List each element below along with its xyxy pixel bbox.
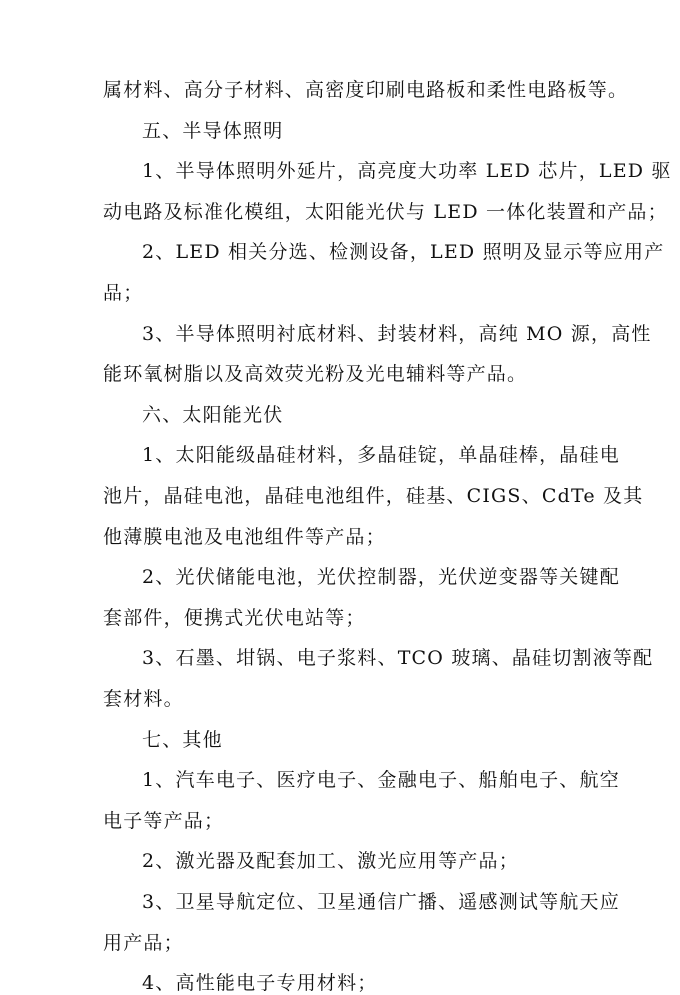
paragraph-line: 池片，晶硅电池，晶硅电池组件，硅基、CIGS、CdTe 及其 [103, 485, 644, 507]
paragraph-line: 套材料。 [103, 688, 184, 710]
paragraph-line-indented: 2、光伏储能电池，光伏控制器，光伏逆变器等关键配 [142, 566, 620, 589]
paragraph-line-indented: 1、汽车电子、医疗电子、金融电子、船舶电子、航空 [142, 769, 620, 792]
paragraph-line: 用产品； [103, 931, 184, 954]
paragraph-line: 套部件，便携式光伏电站等； [103, 606, 366, 629]
paragraph-line-indented: 2、激光器及配套加工、激光应用等产品； [142, 850, 519, 873]
paragraph-line-indented: 3、石墨、坩锅、电子浆料、TCO 玻璃、晶硅切割液等配 [142, 647, 654, 670]
paragraph-line: 能环氧树脂以及高效荧光粉及光电辅料等产品。 [103, 363, 528, 386]
paragraph-line-indented: 2、LED 相关分选、检测设备，LED 照明及显示等应用产 [142, 241, 665, 264]
paragraph-line-indented: 3、半导体照明衬底材料、封装材料，高纯 MO 源，高性 [142, 322, 652, 345]
paragraph-line-indented: 1、太阳能级晶硅材料，多晶硅锭，单晶硅棒，晶硅电 [142, 444, 620, 467]
paragraph-line-indented: 1、半导体照明外延片，高亮度大功率 LED 芯片，LED 驱 [142, 160, 672, 183]
paragraph-line: 属材料、高分子材料、高密度印刷电路板和柔性电路板等。 [103, 79, 629, 101]
paragraph-line: 动电路及标准化模组，太阳能光伏与 LED 一体化装置和产品； [103, 200, 668, 223]
paragraph-line: 品； [103, 282, 144, 304]
paragraph-line-indented: 六、太阳能光伏 [142, 403, 284, 426]
paragraph-line-indented: 七、其他 [142, 728, 223, 751]
paragraph-line: 他薄膜电池及电池组件等产品； [103, 525, 386, 548]
paragraph-line: 电子等产品； [103, 809, 225, 832]
paragraph-line-indented: 3、卫星导航定位、卫星通信广播、遥感测试等航天应 [142, 891, 620, 913]
paragraph-line-indented: 五、半导体照明 [142, 119, 284, 142]
paragraph-line-indented: 4、高性能电子专用材料； [142, 972, 378, 995]
